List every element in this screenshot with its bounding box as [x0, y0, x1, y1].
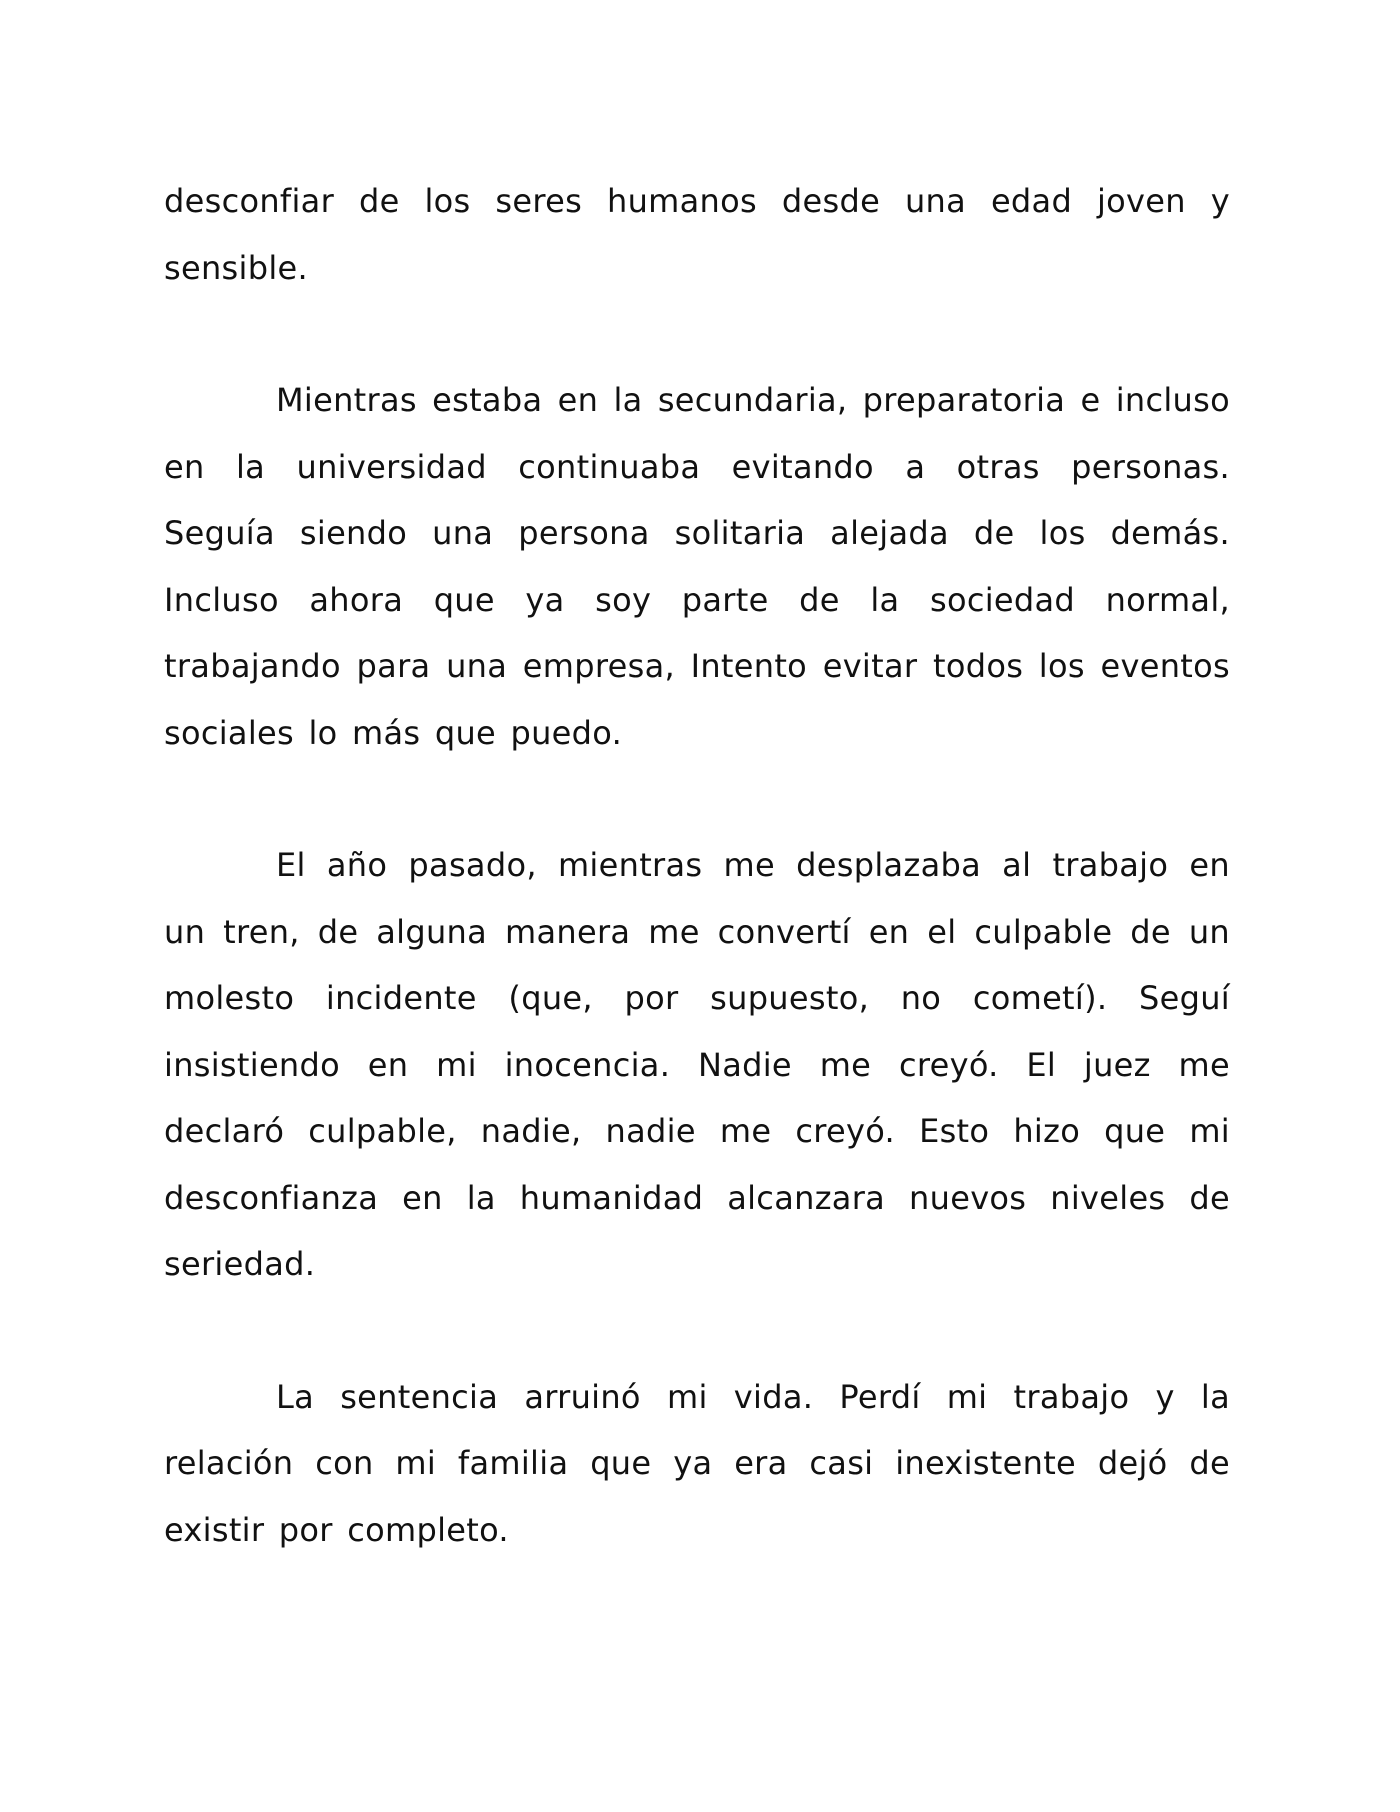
paragraph-train-incident: El año pasado, mientras me desplazaba al trabajo en un tren, de alguna manera me convertí en el culpable de un molesto incidente (que, por supuesto, no cometí). Seguí insistiendo en mi inocencia. Nadie me creyó. El juez me declaró culpable, nadie, nadie me creyó. Esto hizo que mi desconfianza en la humanidad alcanzara nuevos niveles de seriedad.: [164, 846, 1230, 1283]
paragraph-sentence: La sentencia arruinó mi vida. Perdí mi trabajo y la relación con mi familia que ya era casi inexistente dejó de existir por completo.: [164, 1377, 1230, 1549]
document-body: [164, 168, 1230, 1563]
paragraph-school-years: Mientras estaba en la secundaria, preparatoria e incluso en la universidad continuaba evitando a otras personas. Seguía siendo una persona solitaria alejada de los demás. Incluso ahora que ya soy parte de la sociedad normal, trabajando para una empresa, Intento evitar todos los eventos sociales lo más que puedo.: [164, 381, 1230, 752]
paragraph-continuation: desconfiar de los seres humanos desde una edad joven y sensible.: [164, 182, 1230, 287]
